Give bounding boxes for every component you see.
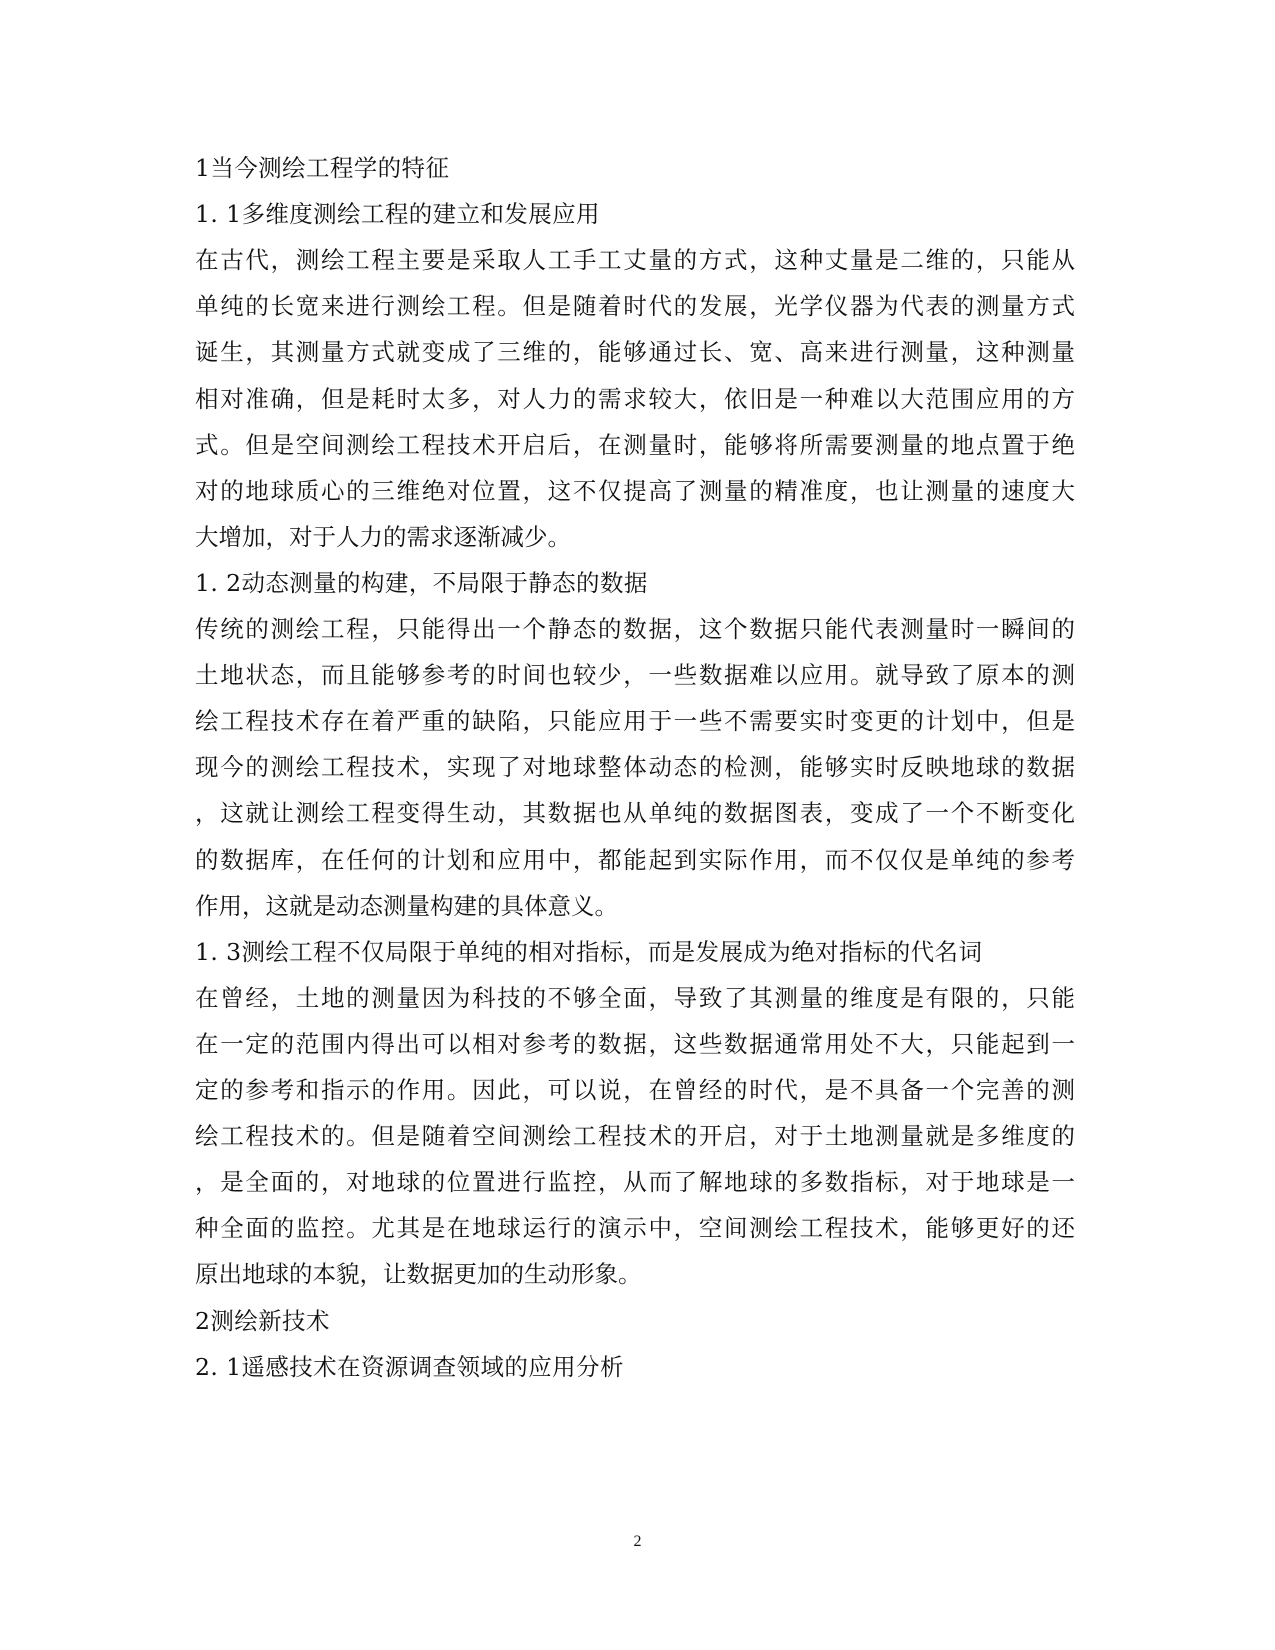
- paragraph-line: 的数据库，在任何的计划和应用中，都能起到实际作用，而不仅仅是单纯的参考: [195, 845, 1075, 874]
- paragraph-line: 土地状态，而且能够参考的时间也较少，一些数据难以应用。就导致了原本的测: [195, 661, 1075, 690]
- section-heading: 1. 2动态测量的构建，不局限于静态的数据: [195, 568, 648, 597]
- paragraph-line: 原出地球的本貌，让数据更加的生动形象。: [195, 1260, 642, 1289]
- paragraph-line: 定的参考和指示的作用。因此，可以说，在曾经的时代，是不具备一个完善的测: [195, 1076, 1075, 1104]
- section-heading: 1. 3测绘工程不仅局限于单纯的相对指标，而是发展成为绝对指标的代名词: [195, 937, 983, 966]
- paragraph-line: 诞生，其测量方式就变成了三维的，能够通过长、宽、高来进行测量，这种测量: [195, 338, 1075, 367]
- paragraph-line: 种全面的监控。尤其是在地球运行的演示中，空间测绘工程技术，能够更好的还: [195, 1214, 1075, 1243]
- paragraph-line: ，是全面的，对地球的位置进行监控，从而了解地球的多数指标，对于地球是一: [195, 1168, 1075, 1197]
- paragraph-line: 对的地球质心的三维绝对位置，这不仅提高了测量的精准度，也让测量的速度大: [195, 476, 1075, 505]
- paragraph-line: 大增加，对于人力的需求逐渐减少。: [195, 522, 571, 551]
- section-heading: 2测绘新技术: [195, 1306, 330, 1335]
- section-heading: 2. 1遥感技术在资源调查领域的应用分析: [195, 1352, 624, 1381]
- page-number: 2: [633, 1533, 642, 1550]
- paragraph-line: 作用，这就是动态测量构建的具体意义。: [195, 891, 618, 920]
- paragraph-line: 现今的测绘工程技术，实现了对地球整体动态的检测，能够实时反映地球的数据: [195, 753, 1075, 782]
- paragraph-line: 相对准确，但是耗时太多，对人力的需求较大，依旧是一种难以大范围应用的方: [195, 384, 1075, 413]
- paragraph-line: ，这就让测绘工程变得生动，其数据也从单纯的数据图表，变成了一个不断变化: [195, 799, 1075, 828]
- section-heading: 1. 1多维度测绘工程的建立和发展应用: [195, 200, 600, 229]
- section-heading: 1当今测绘工程学的特征: [195, 154, 450, 182]
- paragraph-line: 在曾经，土地的测量因为科技的不够全面，导致了其测量的维度是有限的，只能: [195, 983, 1075, 1012]
- paragraph-line: 在古代，测绘工程主要是采取人工手工丈量的方式，这种丈量是二维的，只能从: [195, 246, 1075, 275]
- paragraph-line: 在一定的范围内得出可以相对参考的数据，这些数据通常用处不大，只能起到一: [195, 1029, 1075, 1058]
- paragraph-line: 式。但是空间测绘工程技术开启后，在测量时，能够将所需要测量的地点置于绝: [195, 430, 1075, 459]
- paragraph-line: 单纯的长宽来进行测绘工程。但是随着时代的发展，光学仪器为代表的测量方式: [195, 292, 1075, 321]
- paragraph-line: 传统的测绘工程，只能得出一个静态的数据，这个数据只能代表测量时一瞬间的: [195, 615, 1075, 643]
- paragraph-line: 绘工程技术的。但是随着空间测绘工程技术的开启，对于土地测量就是多维度的: [195, 1122, 1075, 1151]
- paragraph-line: 绘工程技术存在着严重的缺陷，只能应用于一些不需要实时变更的计划中，但是: [195, 707, 1075, 736]
